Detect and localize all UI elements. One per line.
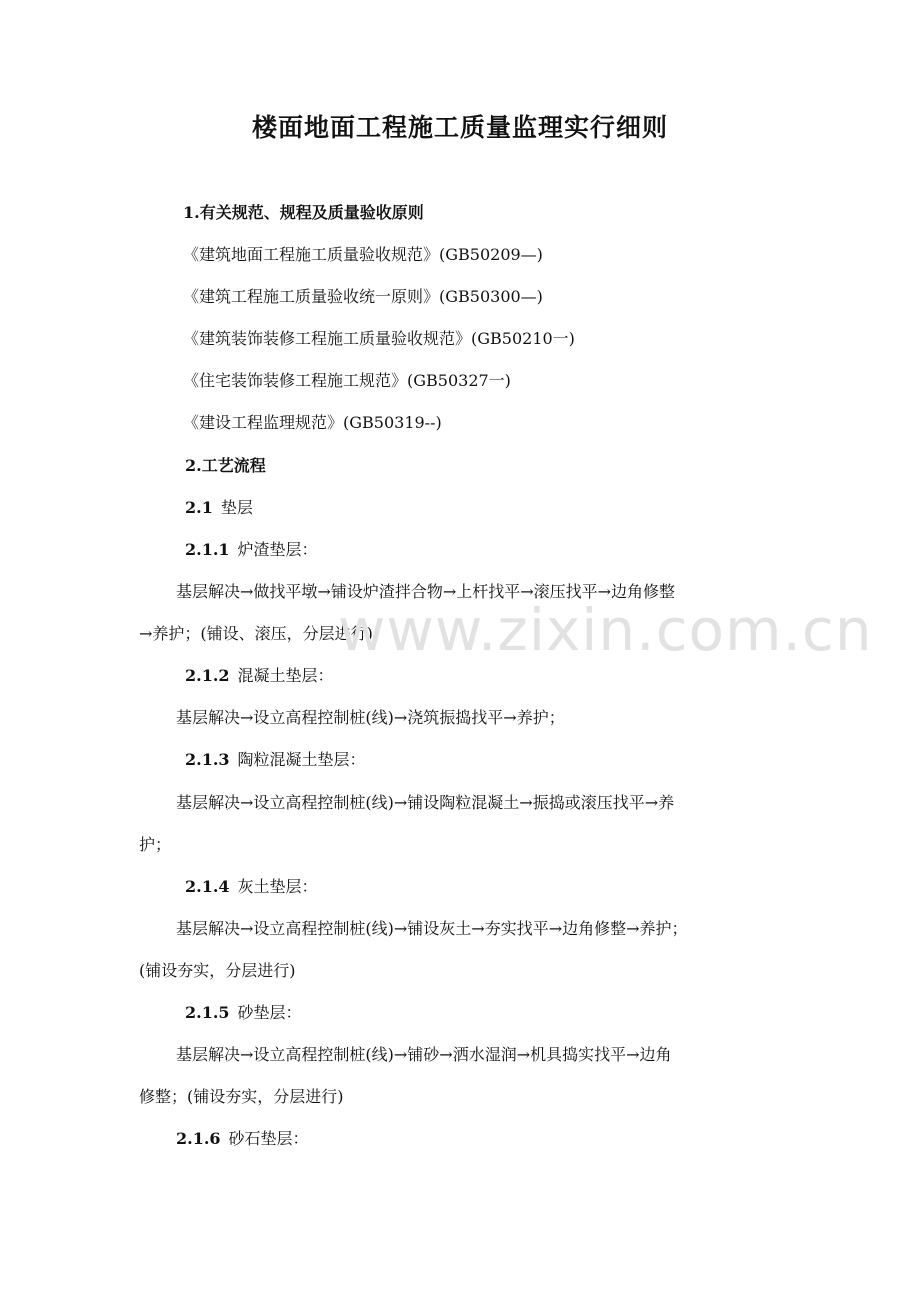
subsection-2-1 — [185, 497, 253, 519]
subsection-2-1-2 — [185, 665, 334, 687]
section-2-heading: 2.工艺流程 — [185, 456, 266, 475]
subsection-2-1-6 — [176, 1128, 309, 1150]
subsection-number: 2.1.4 — [185, 877, 230, 896]
process-text-2-1-1-line1: 基层解决→做找平墩→铺设炉渣拌合物→上杆找平→滚压找平→边角修整 — [176, 582, 676, 601]
standard-item-5: 《建设工程监理规范》(GB50319--) — [183, 413, 442, 432]
section-1-heading: 1.有关规范、规程及质量验收原则 — [183, 203, 424, 222]
process-text-2-1-4-line1: 基层解决→设立高程控制桩(线)→铺设灰土→夯实找平→边角修整→养护； — [176, 919, 688, 938]
subsection-label: 砂石垫层： — [228, 1129, 309, 1148]
standard-item-1: 《建筑地面工程施工质量验收规范》(GB50209—) — [183, 245, 543, 264]
subsection-label: 炉渣垫层： — [237, 540, 318, 559]
standard-item-3: 《建筑装饰装修工程施工质量验收规范》(GB50210一) — [183, 329, 575, 348]
process-text-2-1-4-line2: (铺设夯实，分层进行) — [139, 961, 296, 980]
process-text-2-1-1-line2: →养护；(铺设、滚压，分层进行) — [139, 624, 373, 643]
document-title: 楼面地面工程施工质量监理实行细则 — [251, 113, 668, 142]
process-text-2-1-3-line2: 护； — [139, 835, 172, 854]
process-text-2-1-2-line1: 基层解决→设立高程控制桩(线)→浇筑振捣找平→养护； — [176, 708, 565, 727]
subsection-number: 2.1.5 — [185, 1003, 230, 1022]
process-text-2-1-5-line2: 修整；(铺设夯实，分层进行) — [139, 1087, 344, 1106]
subsection-number: 2.1 — [185, 498, 213, 517]
subsection-label: 陶粒混凝土垫层： — [237, 750, 366, 769]
subsection-2-1-3 — [185, 749, 366, 771]
subsection-2-1-4 — [185, 876, 318, 898]
watermark-text: www.zixin.com.cn — [338, 596, 873, 664]
subsection-number: 2.1.2 — [185, 666, 230, 685]
subsection-label: 灰土垫层： — [237, 877, 318, 896]
subsection-2-1-1 — [185, 539, 318, 561]
subsection-number: 2.1.3 — [185, 750, 230, 769]
subsection-number: 2.1.6 — [176, 1129, 221, 1148]
subsection-2-1-5 — [185, 1002, 302, 1024]
subsection-number: 2.1.1 — [185, 540, 230, 559]
standard-item-4: 《住宅装饰装修工程施工规范》(GB50327一) — [183, 371, 511, 390]
process-text-2-1-3-line1: 基层解决→设立高程控制桩(线)→铺设陶粒混凝土→振捣或滚压找平→养 — [176, 793, 675, 812]
process-text-2-1-5-line1: 基层解决→设立高程控制桩(线)→铺砂→洒水湿润→机具捣实找平→边角 — [176, 1045, 672, 1064]
subsection-label: 混凝土垫层： — [237, 666, 334, 685]
subsection-label: 垫层 — [220, 498, 253, 517]
standard-item-2: 《建筑工程施工质量验收统一原则》(GB50300—) — [183, 287, 543, 306]
subsection-label: 砂垫层： — [237, 1003, 302, 1022]
